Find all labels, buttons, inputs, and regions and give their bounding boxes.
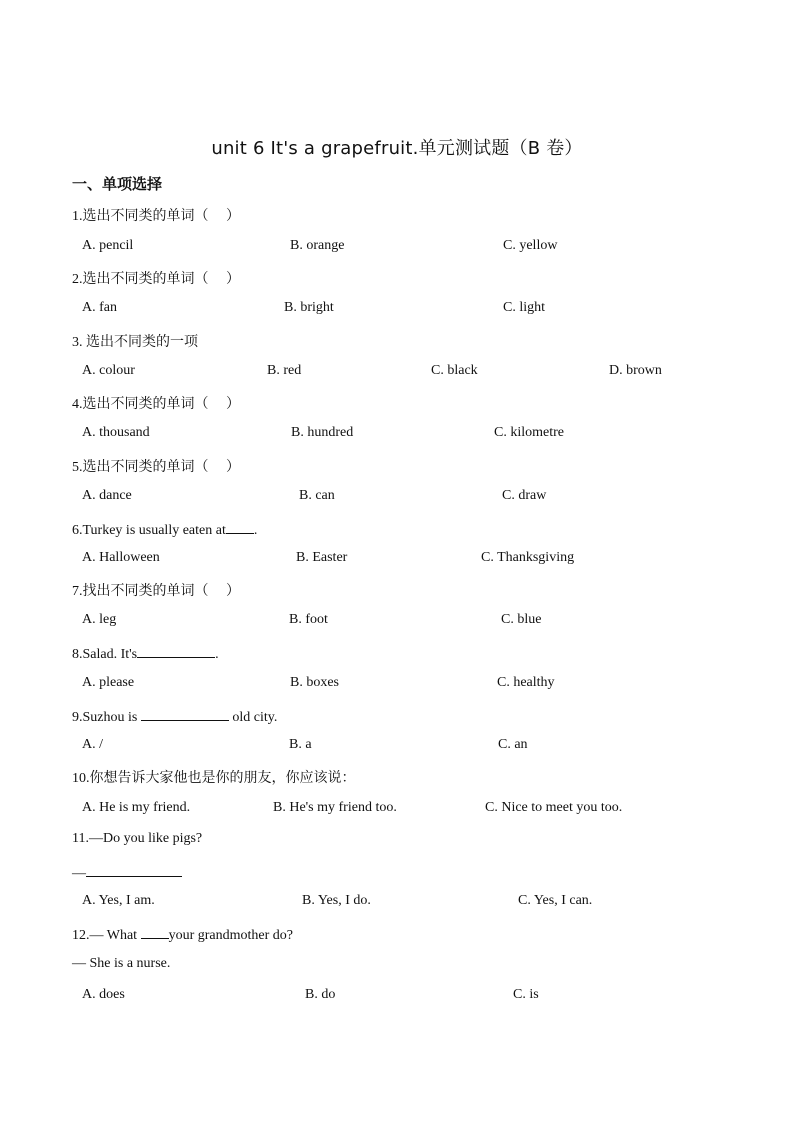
- question-7-stem: 7.找出不同类的单词（ ）: [72, 584, 240, 599]
- question-12-stem: [72, 924, 293, 944]
- question-7-option-c[interactable]: C. blue: [501, 612, 542, 627]
- answer-blank[interactable]: [86, 862, 182, 877]
- question-11-option-b[interactable]: B. Yes, I do.: [302, 893, 371, 908]
- question-6-stem-end: .: [253, 523, 258, 538]
- question-3-option-d[interactable]: D. brown: [609, 363, 662, 378]
- question-12-reply: — She is a nurse.: [72, 956, 171, 971]
- question-8-option-c[interactable]: C. healthy: [497, 675, 555, 690]
- question-6-stem: [72, 519, 257, 539]
- question-9-stem: [72, 706, 277, 726]
- question-8-stem-text: 8.Salad. It's: [72, 647, 138, 662]
- question-11-option-c[interactable]: C. Yes, I can.: [518, 893, 593, 908]
- question-1-option-b[interactable]: B. orange: [290, 238, 345, 253]
- question-4-option-a[interactable]: A. thousand: [82, 425, 150, 440]
- question-3-option-b[interactable]: B. red: [267, 363, 302, 378]
- question-9-stem-text: 9.Suzhou is: [72, 710, 141, 725]
- question-6-option-a[interactable]: A. Halloween: [82, 550, 160, 565]
- question-5-stem: 5.选出不同类的单词（ ）: [72, 460, 240, 475]
- question-3-stem: 3. 选出不同类的一项: [72, 335, 198, 350]
- question-11-option-a[interactable]: A. Yes, I am.: [82, 893, 155, 908]
- question-12-stem-end: your grandmother do?: [168, 928, 293, 943]
- question-3-option-a[interactable]: A. colour: [82, 363, 135, 378]
- question-10-option-b[interactable]: B. He's my friend too.: [273, 800, 397, 815]
- question-10-stem: 10.你想告诉大家他也是你的朋友，你应该说：: [72, 771, 356, 786]
- section-title: 一、单项选择: [72, 175, 163, 193]
- question-9-stem-end: old city.: [228, 710, 278, 725]
- question-6-option-c[interactable]: C. Thanksgiving: [481, 550, 575, 565]
- question-11-reply: [72, 862, 182, 882]
- question-4-option-b[interactable]: B. hundred: [291, 425, 354, 440]
- question-4-option-c[interactable]: C. kilometre: [494, 425, 564, 440]
- question-8-option-a[interactable]: A. please: [82, 675, 135, 690]
- question-6-option-b[interactable]: B. Easter: [296, 550, 348, 565]
- question-11-stem: 11.—Do you like pigs?: [72, 831, 203, 846]
- question-2-option-b[interactable]: B. bright: [284, 300, 334, 315]
- question-12-option-a[interactable]: A. does: [82, 987, 125, 1002]
- question-2-stem: 2.选出不同类的单词（ ）: [72, 272, 240, 287]
- answer-blank[interactable]: [141, 706, 229, 721]
- question-5-option-a[interactable]: A. dance: [82, 488, 132, 503]
- question-8-stem-end: .: [215, 647, 219, 662]
- page-title: unit 6 It's a grapefruit.单元测试题（B 卷）: [211, 138, 583, 159]
- question-10-option-a[interactable]: A. He is my friend.: [82, 800, 191, 815]
- question-2-option-c[interactable]: C. light: [503, 300, 546, 315]
- answer-blank[interactable]: [141, 924, 169, 939]
- answer-blank[interactable]: [226, 519, 254, 534]
- question-1-option-c[interactable]: C. yellow: [503, 238, 558, 253]
- question-4-stem: 4.选出不同类的单词（ ）: [72, 397, 240, 412]
- answer-blank[interactable]: [137, 643, 215, 658]
- question-6-stem-text: 6.Turkey is usually eaten at: [72, 523, 226, 538]
- question-10-option-c[interactable]: C. Nice to meet you too.: [485, 800, 623, 815]
- question-9-option-c[interactable]: C. an: [498, 737, 528, 752]
- question-9-option-a[interactable]: A. /: [82, 737, 103, 752]
- question-5-option-b[interactable]: B. can: [299, 488, 335, 503]
- question-11-dash: —: [72, 866, 86, 881]
- question-3-option-c[interactable]: C. black: [431, 363, 478, 378]
- question-5-option-c[interactable]: C. draw: [502, 488, 547, 503]
- question-12-option-b[interactable]: B. do: [305, 987, 336, 1002]
- question-9-option-b[interactable]: B. a: [289, 737, 312, 752]
- question-2-option-a[interactable]: A. fan: [82, 300, 117, 315]
- question-1-stem: 1.选出不同类的单词（ ）: [72, 209, 240, 224]
- question-8-stem: [72, 643, 219, 663]
- question-12-stem-text: 12.— What: [72, 928, 141, 943]
- question-7-option-b[interactable]: B. foot: [289, 612, 328, 627]
- question-8-option-b[interactable]: B. boxes: [290, 675, 339, 690]
- question-12-option-c[interactable]: C. is: [513, 987, 539, 1002]
- question-7-option-a[interactable]: A. leg: [82, 612, 117, 627]
- question-1-option-a[interactable]: A. pencil: [82, 238, 134, 253]
